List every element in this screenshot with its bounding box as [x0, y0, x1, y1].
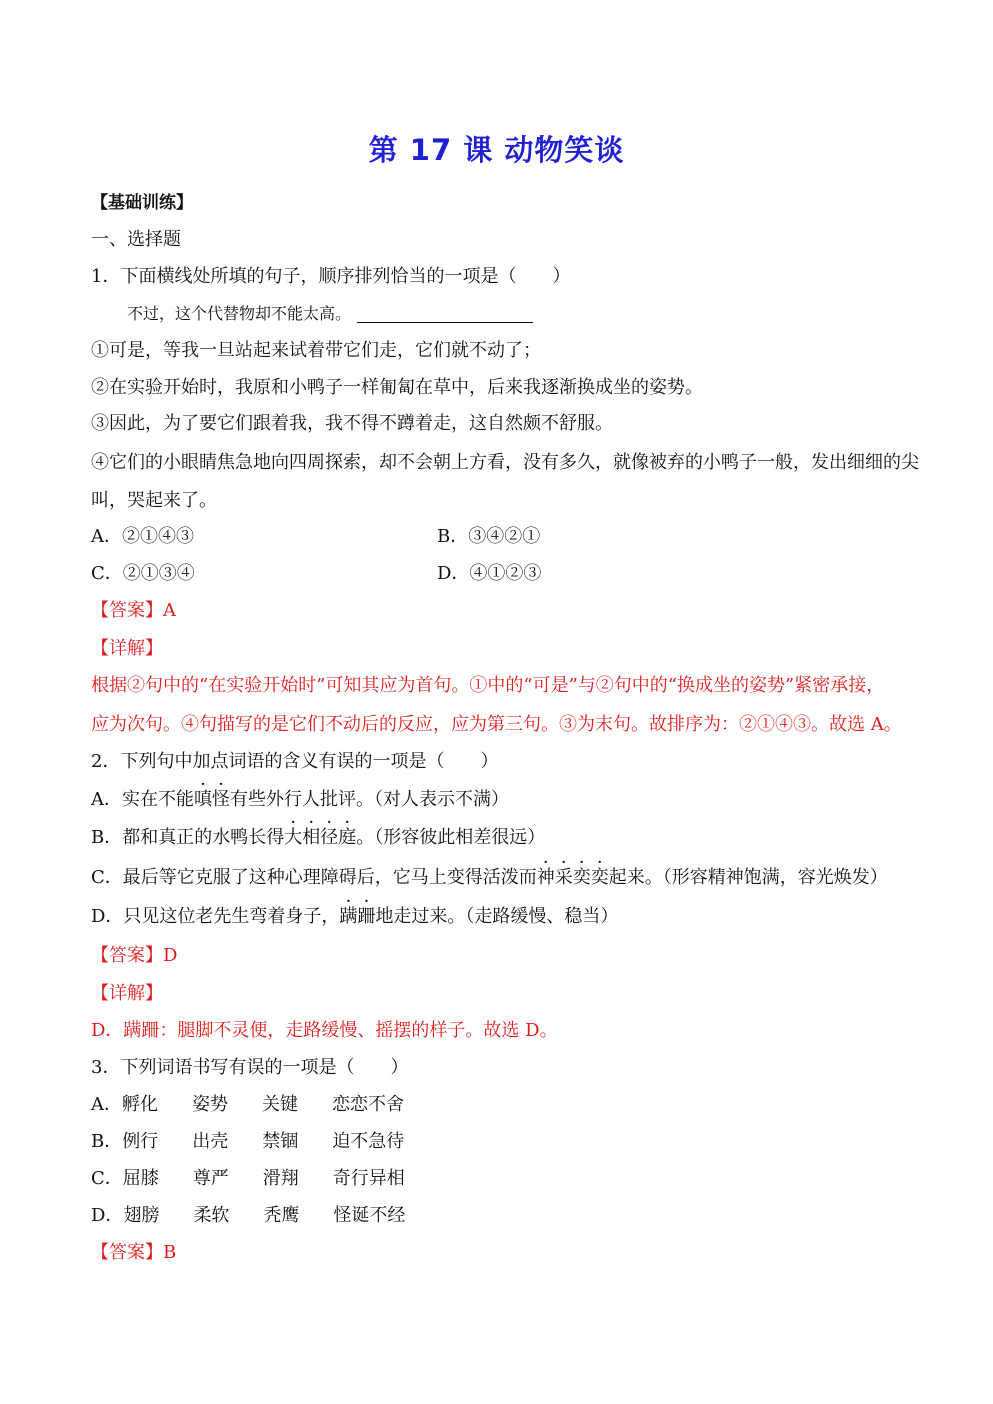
dotted-char: 蹒 — [339, 906, 358, 927]
word: 尊严 — [192, 1168, 229, 1189]
q3-row-b — [91, 1130, 404, 1154]
answer-3: 【答案】B — [91, 1242, 177, 1263]
dotted-word-d — [339, 906, 375, 927]
question-1-given — [127, 302, 533, 326]
word: 滑翔 — [262, 1168, 299, 1189]
option-b: B．③④②① — [437, 526, 541, 547]
dotted-char: 大 — [284, 827, 303, 848]
answer-1: 【答案】A — [91, 600, 176, 621]
option-d-prefix: D．只见这位老先生弯着身子， — [91, 906, 340, 927]
section-heading: 【基础训练】 — [91, 193, 193, 213]
word: 关键 — [262, 1094, 298, 1115]
word: 禁锢 — [262, 1131, 299, 1152]
dotted-word-a — [194, 789, 230, 810]
word: 怪诞不经 — [333, 1205, 406, 1226]
dotted-char: 相 — [302, 827, 321, 848]
word: 例行 — [122, 1131, 159, 1152]
word: 秃鹰 — [263, 1205, 300, 1226]
part-heading: 一、选择题 — [91, 229, 181, 250]
q2-option-d — [91, 905, 618, 929]
sentence-1: ①可是，等我一旦站起来试着带它们走，它们就不动了； — [91, 340, 541, 361]
detail-label-2: 【详解】 — [91, 983, 163, 1004]
word: 姿势 — [192, 1094, 228, 1115]
option-b-suffix: 。（形容彼此相差很远） — [356, 827, 546, 848]
dotted-char: 径 — [320, 827, 339, 848]
sentence-2: ②在实验开始时，我原和小鸭子一样匍匐在草中，后来我逐渐换成坐的姿势。 — [91, 377, 703, 398]
sentence-4-line-1: ④它们的小眼睛焦急地向四周探索，却不会朝上方看，没有多久，就像被弃的小鸭子一般，发出细细的尖 — [91, 452, 919, 473]
word: 孵化 — [122, 1094, 158, 1115]
answer-2: 【答案】D — [91, 945, 178, 966]
option-d: D．④①②③ — [437, 563, 542, 584]
word: 奇行异相 — [332, 1168, 405, 1189]
detail-1-line-2: 应为次句。④句描写的是它们不动后的反应，应为第三句。③为末句。故排序为：②①④③。故选 A。 — [91, 714, 902, 735]
question-2-stem: 2．下列句中加点词语的含义有误的一项是（ ） — [91, 751, 499, 772]
question-3-stem: 3．下列词语书写有误的一项是（ ） — [91, 1057, 409, 1078]
question-1-stem: 1．下面横线处所填的句子，顺序排列恰当的一项是（ ） — [91, 266, 571, 287]
q3-row-d — [91, 1204, 405, 1228]
fill-blank — [357, 304, 533, 323]
page-title: 第 17 课 动物笑谈 — [368, 133, 625, 167]
dotted-char: 奕 — [590, 867, 609, 888]
word: 迫不急待 — [332, 1131, 405, 1152]
word: 屈膝 — [122, 1168, 159, 1189]
dotted-char: 庭 — [338, 827, 357, 848]
dotted-char: 嗔 — [194, 789, 212, 810]
q3-row-a — [91, 1093, 404, 1117]
dotted-char: 跚 — [357, 906, 376, 927]
sentence-3: ③因此，为了要它们跟着我，我不得不蹲着走，这自然颇不舒服。 — [91, 413, 613, 434]
option-c: C．②①③④ — [91, 563, 195, 584]
q2-option-a — [91, 788, 509, 812]
row-label: D． — [91, 1205, 124, 1226]
option-c-prefix: C．最后等它克服了这种心理障碍后，它马上变得活泼而 — [91, 867, 537, 888]
option-a: A．②①④③ — [91, 526, 194, 547]
word: 柔软 — [193, 1205, 230, 1226]
row-label: C． — [91, 1168, 123, 1189]
dotted-char: 神 — [536, 867, 555, 888]
q2-option-c — [91, 866, 888, 890]
dotted-char: 采 — [554, 867, 573, 888]
detail-2-line-1: D．蹒跚：腿脚不灵便，走路缓慢、摇摆的样子。故选 D。 — [91, 1020, 558, 1041]
word: 翅膀 — [123, 1205, 160, 1226]
detail-label-1: 【详解】 — [91, 638, 163, 659]
dotted-word-c — [537, 867, 609, 888]
option-a-prefix: A．实在不能 — [91, 789, 194, 810]
dotted-char: 奕 — [572, 867, 591, 888]
dotted-char: 怪 — [212, 789, 230, 810]
q3-row-c — [91, 1167, 405, 1191]
option-c-suffix: 起来。（形容精神饱满，容光焕发） — [608, 867, 888, 888]
word: 恋恋不舍 — [332, 1094, 404, 1115]
option-a-suffix: 有些外行人批评。（对人表示不满） — [230, 789, 509, 810]
given-sentence: 不过，这个代替物却不能太高。 — [127, 304, 352, 323]
word: 出壳 — [192, 1131, 229, 1152]
row-label: A． — [91, 1094, 122, 1115]
sentence-4-line-2: 叫，哭起来了。 — [91, 490, 217, 511]
q2-option-b — [91, 826, 545, 850]
option-d-suffix: 地走过来。（走路缓慢、稳当） — [375, 906, 619, 927]
dotted-word-b — [284, 827, 356, 848]
option-b-prefix: B．都和真正的水鸭长得 — [91, 827, 285, 848]
row-label: B． — [91, 1131, 123, 1152]
detail-1-line-1: 根据②句中的“在实验开始时”可知其应为首句。①中的“可是”与②句中的“换成坐的姿势”紧密承接， — [91, 675, 885, 696]
